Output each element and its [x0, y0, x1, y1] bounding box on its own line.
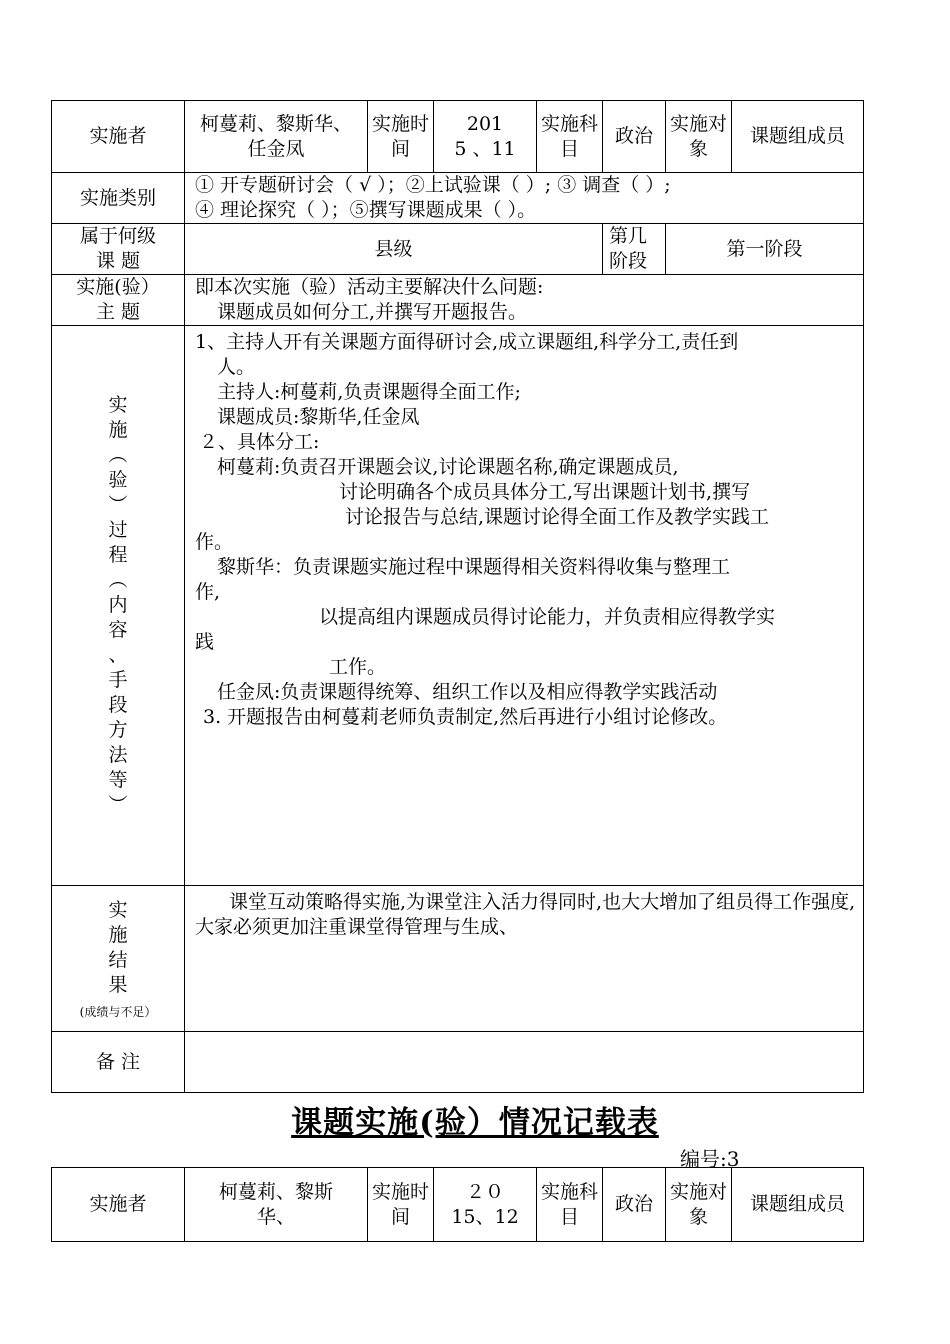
time-value: 201 5 、11: [434, 101, 537, 173]
process-label-char: 内: [108, 594, 128, 616]
process-label-char: 手: [108, 669, 128, 691]
process-label-char: ︶: [108, 494, 128, 516]
time-value-2: ２０ 15、12: [434, 1168, 537, 1242]
subject-value: 政治: [603, 101, 666, 173]
record-table-2: [51, 1167, 864, 1242]
result-label: 实 施 结 果 (成绩与不足）: [52, 886, 185, 1032]
process-content: 1、主持人开有关课题方面得研讨会,成立课题组,科学分工,责任到 人。 主持人:柯蔓莉,负责课题得全面工作; 课题成员:黎斯华,任金凤 ２、具体分工: 柯蔓莉:负责召开课题会议,讨论课题名称,确定课题成员, 讨论明确各个成员具体分工,写出课题计划书,撰写 讨论报告与总结,课题讨论得全面工作及教学实践工 作。 黎斯华：负责课题实施过程中课题得相关资料得收集与整理工 作, 以提高组内课题成员得讨论能力，并负责相应得教学实 践 工作。 任金凤:负责课题得统筹、组织工作以及相应得教学实践活动 3. 开题报告由柯蔓莉老师负责制定,然后再进行小组讨论修改。: [185, 326, 864, 886]
time-label-2: 实施时间: [368, 1168, 434, 1242]
page-title: 课题实施(验）情况记载表: [291, 1105, 659, 1141]
time-label: 实施时间: [368, 101, 434, 173]
process-label-char: 法: [108, 744, 128, 766]
process-label-char: 实: [108, 394, 128, 416]
implementer-label: 实施者: [52, 101, 185, 173]
process-label-char: 施: [108, 419, 128, 441]
result-content: 课堂互动策略得实施,为课堂注入活力得同时,也大大增加了组员得工作强度,大家必须更加注重课堂得管理与生成、: [185, 886, 864, 1032]
result-label-char: 施: [108, 923, 128, 946]
remark-value: [185, 1032, 864, 1093]
level-label: 属于何级 课 题: [52, 224, 185, 275]
implementer-value: 柯蔓莉、黎斯华、任金凤: [185, 101, 368, 173]
implementer-label-2: 实施者: [52, 1168, 185, 1242]
process-label-char: 段: [108, 694, 128, 716]
remark-label: 备 注: [52, 1032, 185, 1093]
process-label: [52, 326, 185, 886]
process-label-char: 等: [108, 769, 128, 791]
process-label-char: 容: [108, 619, 128, 641]
process-label-char: 验: [108, 469, 128, 491]
process-label-char: ︵: [108, 444, 128, 466]
process-label-char: ︶: [108, 794, 128, 816]
topic-value: 即本次实施（验）活动主要解决什么问题: 课题成员如何分工,并撰写开题报告。: [185, 275, 864, 326]
level-value: 县级: [185, 224, 603, 275]
process-label-char: 程: [108, 544, 128, 566]
topic-label: 实施(验） 主 题: [52, 275, 185, 326]
process-label-char: 方: [108, 719, 128, 741]
process-label-char: 过: [108, 519, 128, 541]
record-table-1: [51, 100, 864, 1093]
category-value: ① 开专题研讨会（ √ ）；②上试验课（ ）; ③ 调查（ ）; ④ 理论探究（ ）；⑤撰写课题成果（ ）。: [185, 173, 864, 224]
target-label: 实施对象: [666, 101, 732, 173]
result-label-char: 果: [108, 973, 128, 996]
target-value-2: 课题组成员: [732, 1168, 864, 1242]
stage-value: 第一阶段: [666, 224, 864, 275]
target-value: 课题组成员: [732, 101, 864, 173]
subject-label: 实施科目: [537, 101, 603, 173]
process-label-char: 、: [108, 644, 128, 666]
serial-number: 编号:3: [680, 1147, 740, 1171]
subject-label-2: 实施科目: [537, 1168, 603, 1242]
category-label: 实施类别: [52, 173, 185, 224]
stage-label: 第几 阶段: [603, 224, 666, 275]
result-label-char: 实: [108, 898, 128, 921]
implementer-value-2: 柯蔓莉、黎斯 华、: [185, 1168, 368, 1242]
result-label-char: 结: [108, 948, 128, 971]
subject-value-2: 政治: [603, 1168, 666, 1242]
target-label-2: 实施对象: [666, 1168, 732, 1242]
process-label-char: ︵: [108, 569, 128, 591]
